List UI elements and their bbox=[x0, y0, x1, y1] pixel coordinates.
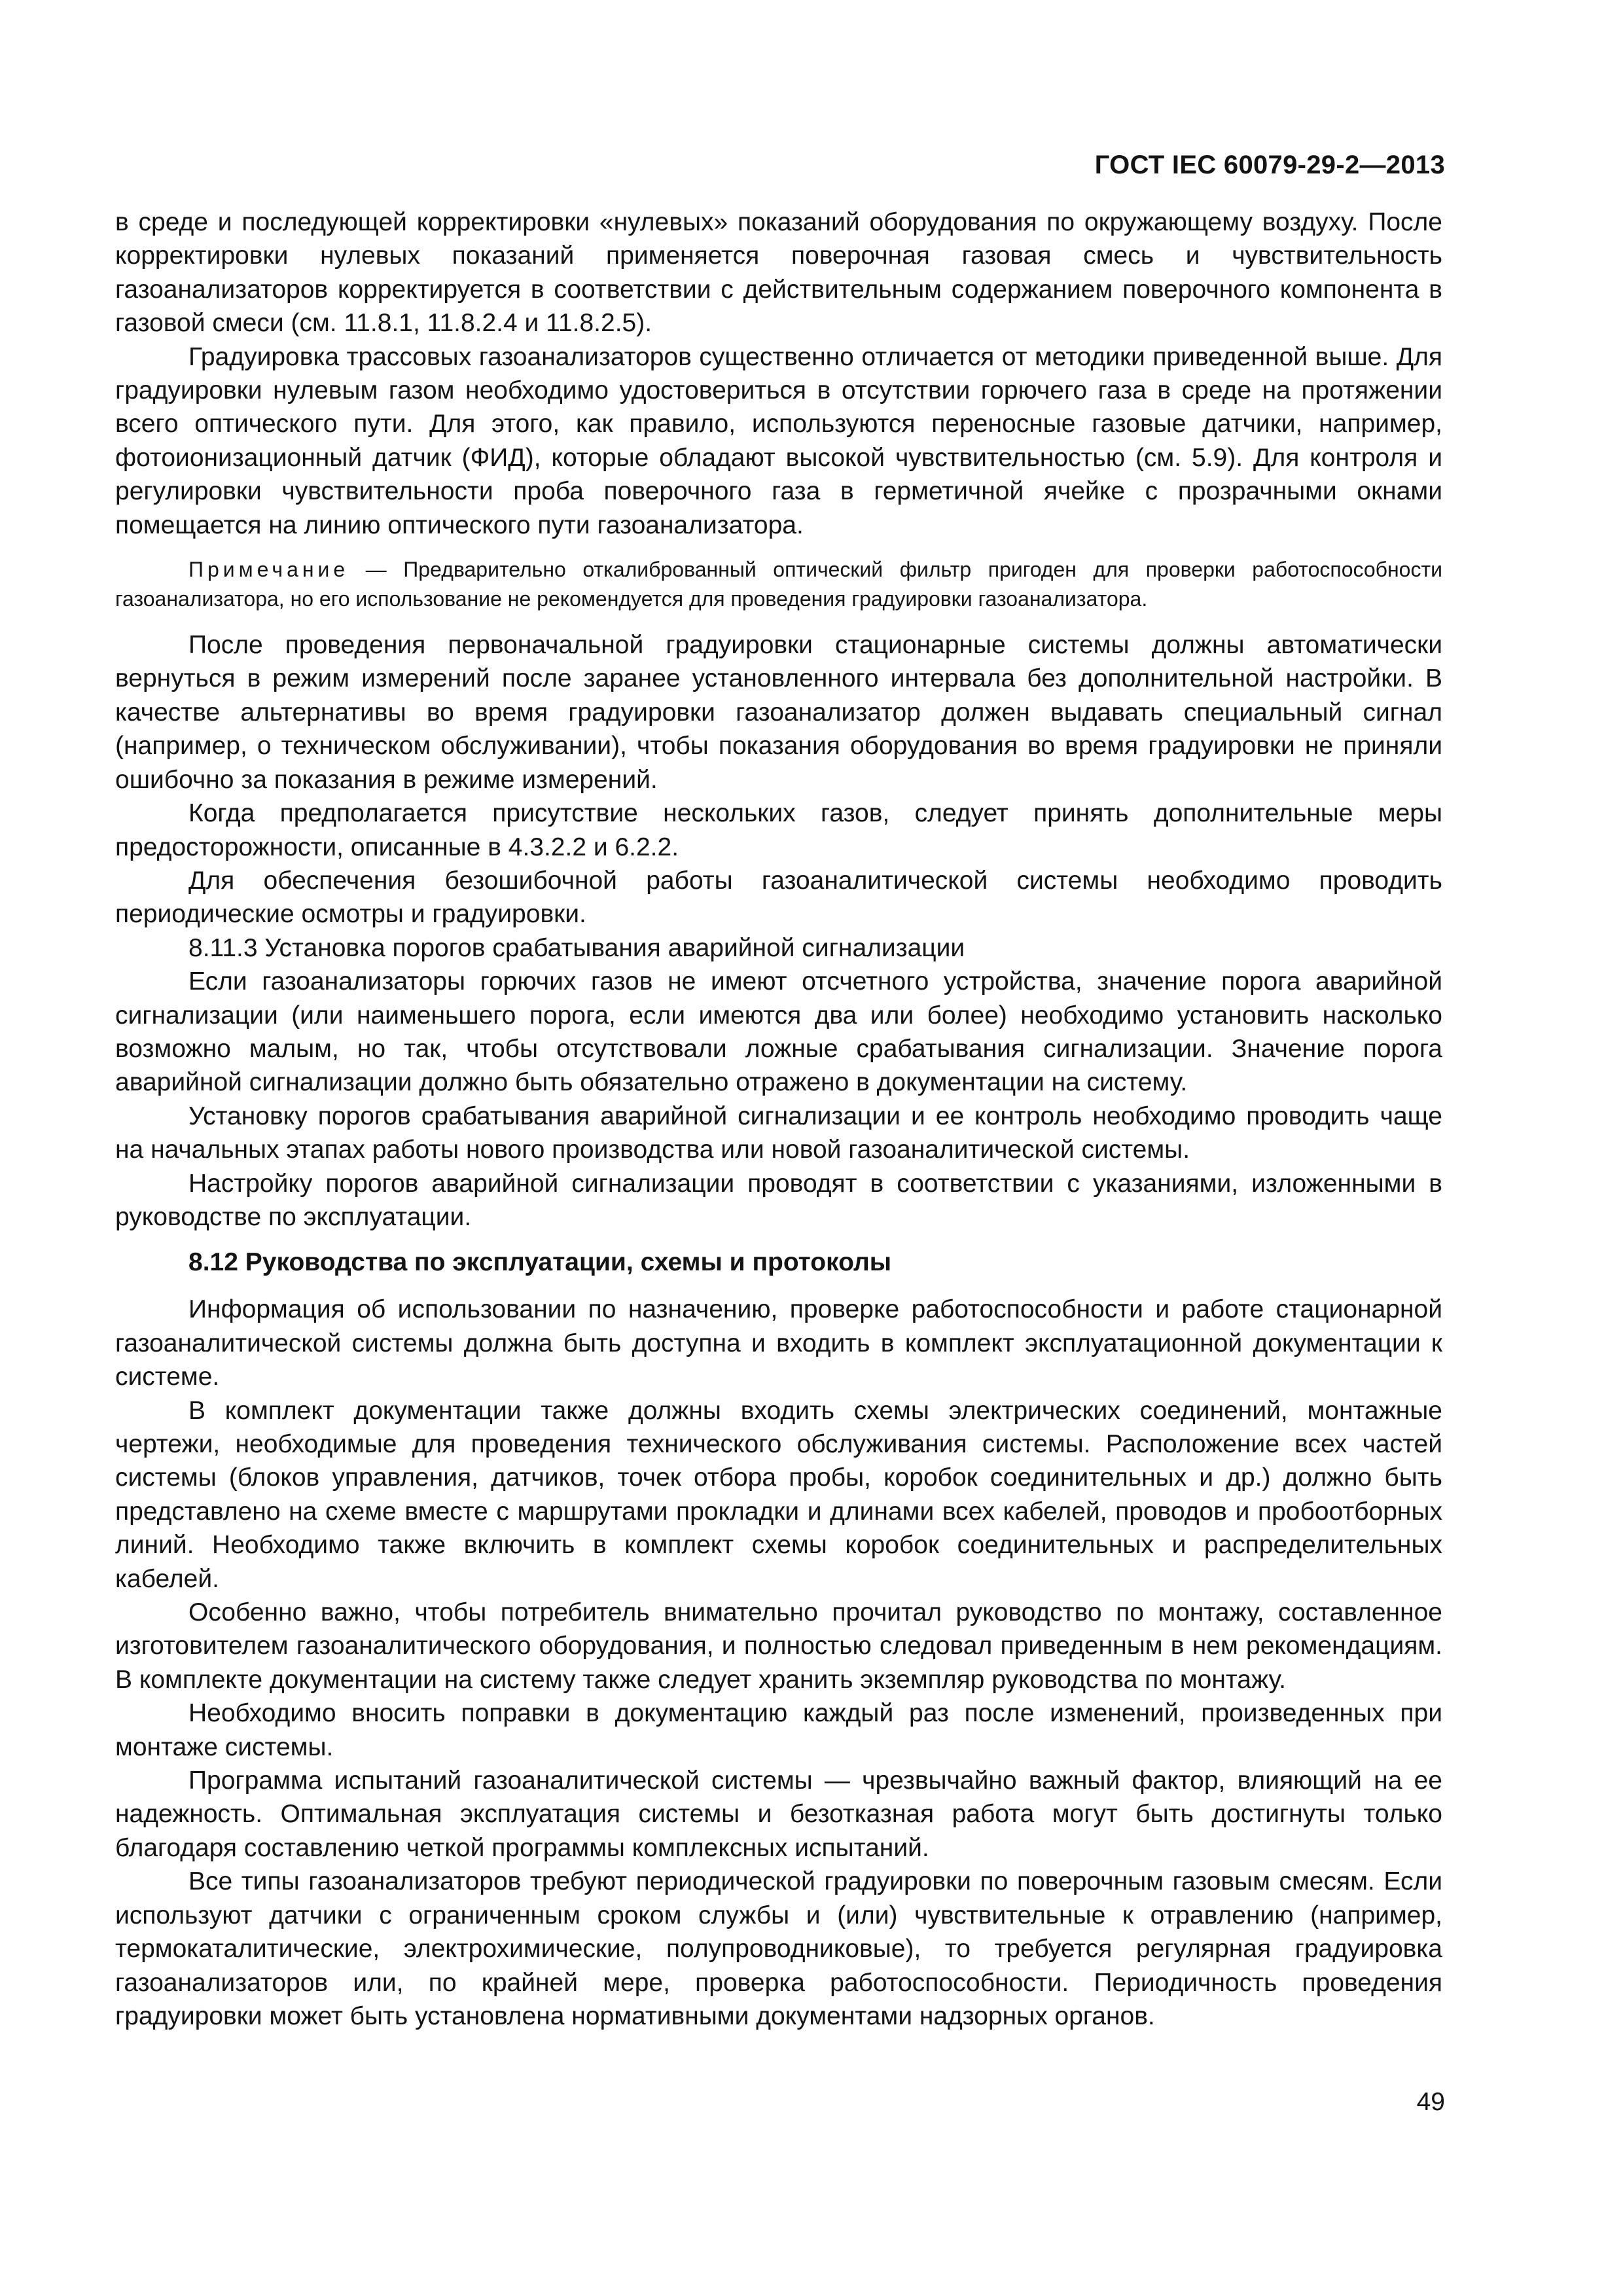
paragraph-periodic-inspection: Для обеспечения безошибочной работы газоаналитической системы необходимо проводить периодические осмотры и градуировки. bbox=[115, 866, 1442, 929]
paragraph-info-usage: Информация об использовании по назначению, проверке работоспособности и работе стационарной газоаналитической системы должна быть доступна и входить в комплект эксплуатационной документации к системе. bbox=[115, 1295, 1442, 1391]
paragraph-alarm-control: Установку порогов срабатывания аварийной сигнализации и ее контроль необходимо проводить чаще на начальных этапах работы нового производства или новой газоаналитической системы. bbox=[115, 1102, 1442, 1164]
paragraph-periodic-calibration: Все типы газоанализаторов требуют периодической градуировки по поверочным газовым смесям. Если используют датчики с ограниченным сроком службы и (или) чувствительные к отравлению (например, термокаталитические, электрохимические, полупроводниковые), то требуется регулярная градуировка газоанализаторов или, по крайней мере, проверка работоспособности. Периодичность проведения градуировки может быть установлена нормативными документами надзорных органов. bbox=[115, 1867, 1442, 2030]
section-heading-8-12: 8.12 Руководства по эксплуатации, схемы и протоколы bbox=[188, 1248, 892, 1277]
paragraph-path-analyzer-calibration: Градуировка трассовых газоанализаторов существенно отличается от методики приведенной выше. Для градуировки нулевым газом необходимо удостовериться в отсутствии горючего газа в среде на протяжении всего оптического пути. Для этого, как правило, используются переносные газовые датчики, например, фотоионизационный датчик (ФИД), которые обладают высокой чувствительностью (см. 5.9). Для контроля и регулировки чувствительности проба поверочного газа в герметичной ячейке с прозрачными окнами помещается на линию оптического пути газоанализатора. bbox=[115, 342, 1442, 539]
paragraph-documentation-amendments: Необходимо вносить поправки в документацию каждый раз после изменений, произведенных при монтаже системы. bbox=[115, 1699, 1442, 1761]
subsection-heading-8-11-3: 8.11.3 Установка порогов срабатывания аварийной сигнализации bbox=[188, 933, 965, 962]
page-number: 49 bbox=[1416, 2088, 1445, 2116]
paragraph-auto-return: После проведения первоначальной градуировки стационарные системы должны автоматически вернуться в режим измерений после заранее установленного интервала без дополнительной настройки. В качестве альтернативы во время градуировки газоанализатор должен выдавать специальный сигнал (например, о техническом обслуживании), чтобы показания оборудования во время градуировки не приняли ошибочно за показания в режиме измерений. bbox=[115, 631, 1442, 794]
paragraph-installation-manual: Особенно важно, чтобы потребитель внимательно прочитал руководство по монтажу, составленное изготовителем газоаналитического оборудования, и полностью следовал приведенным в нем рекомендациям. В комплекте документации на систему также следует хранить экземпляр руководства по монтажу. bbox=[115, 1598, 1442, 1694]
note bbox=[115, 555, 1442, 614]
paragraph-multiple-gases: Когда предполагается присутствие нескольких газов, следует принять дополнительные меры предосторожности, описанные в 4.3.2.2 и 6.2.2. bbox=[115, 799, 1442, 861]
paragraph-alarm-threshold: Если газоанализаторы горючих газов не имеют отсчетного устройства, значение порога аварийной сигнализации (или наименьшего порога, если имеются два или более) необходимо установить насколько возможно малым, но так, чтобы отсутствовали ложные срабатывания сигнализации. Значение порога аварийной сигнализации должно быть обязательно отражено в документации на систему. bbox=[115, 967, 1442, 1097]
standard-header: ГОСТ IEC 60079-29-2—2013 bbox=[1094, 151, 1445, 179]
note-label: Примечание bbox=[188, 558, 349, 582]
paragraph-continuation: в среде и последующей корректировки «нулевых» показаний оборудования по окружающему воздуху. После корректировки нулевых показаний применяется поверочная газовая смесь и чувствительность газоанализаторов корректируется в соответствии с действительным содержанием поверочного компонента в газовой смеси (см. 11.8.1, 11.8.2.4 и 11.8.2.5). bbox=[115, 208, 1442, 338]
paragraph-test-program: Программа испытаний газоаналитической системы — чрезвычайно важный фактор, влияющий на ее надежность. Оптимальная эксплуатация системы и безотказная работа могут быть достигнуты только благодаря составлению четкой программы комплексных испытаний. bbox=[115, 1767, 1442, 1862]
paragraph-documentation-set: В комплект документации также должны входить схемы электрических соединений, монтажные чертежи, необходимые для проведения технического обслуживания системы. Расположение всех частей системы (блоков управления, датчиков, точек отбора пробы, коробок соединительных и др.) должно быть представлено на схеме вместе с маршрутами прокладки и длинами всех кабелей, проводов и пробоотборных линий. Необходимо также включить в комплект схемы коробок соединительных и распределительных кабелей. bbox=[115, 1396, 1442, 1593]
note-text: — Предварительно откалиброванный оптический фильтр пригоден для проверки работоспособности газоанализатора, но его использование не рекомендуется для проведения градуировки газоанализатора. bbox=[115, 558, 1442, 611]
paragraph-alarm-setup: Настройку порогов аварийной сигнализации проводят в соответствии с указаниями, изложенными в руководстве по эксплуатации. bbox=[115, 1169, 1442, 1231]
page-body bbox=[115, 206, 1442, 2033]
